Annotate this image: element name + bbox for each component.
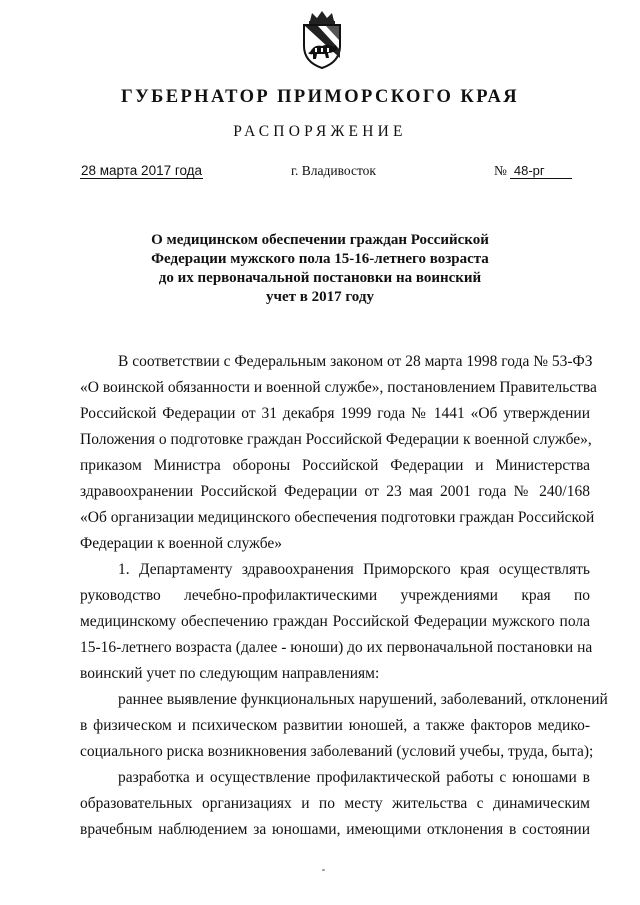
title-line: Федерации мужского пола 15-16-летнего возраста bbox=[151, 251, 489, 267]
document-body bbox=[80, 349, 608, 843]
body-line: Положения о подготовке граждан Российской Федерации к военной службе», bbox=[80, 431, 592, 448]
body-line: 1. Департаменту здравоохранения Приморского края осуществлять bbox=[118, 561, 590, 578]
body-line: воинский учет по следующим направлениям: bbox=[80, 665, 380, 682]
document-city: г. Владивосток bbox=[291, 163, 376, 178]
document-title bbox=[150, 231, 490, 307]
body-line: врачебным наблюдением за юношами, имеющими отклонения в состоянии bbox=[80, 821, 590, 838]
body-line: в физическом и психическом развитии юношей, а также факторов медико- bbox=[80, 717, 590, 734]
title-line: учет в 2017 году bbox=[266, 289, 374, 305]
scan-smudge bbox=[322, 869, 325, 871]
body-line: социального риска возникновения заболеваний (условий учебы, труда, быта); bbox=[80, 743, 594, 760]
body-line: образовательных организациях и по месту жительства с динамическим bbox=[80, 795, 590, 812]
body-line: «О воинской обязанности и военной службе», постановлением Правительства bbox=[80, 379, 597, 396]
title-line: О медицинском обеспечении граждан Российской bbox=[151, 232, 489, 248]
body-line: В соответствии с Федеральным законом от 28 марта 1998 года № 53-ФЗ bbox=[118, 353, 593, 370]
body-line: «Об организации медицинского обеспечения подготовки граждан Российской bbox=[80, 509, 595, 526]
body-line: медицинскому обеспечению граждан Российской Федерации мужского пола bbox=[80, 613, 590, 630]
body-line: здравоохранении Российской Федерации от 23 мая 2001 года № 240/168 bbox=[80, 483, 590, 500]
document-date: 28 марта 2017 года bbox=[81, 163, 203, 178]
body-line: Федерации к военной службе» bbox=[80, 535, 282, 552]
body-line: приказом Министра обороны Российской Федерации и Министерства bbox=[80, 457, 590, 474]
body-line: руководство лечебно-профилактическими учреждениями края по bbox=[80, 587, 590, 604]
title-line: до их первоначальной постановки на воинский bbox=[158, 270, 482, 286]
body-line: раннее выявление функциональных нарушений, заболеваний, отклонений bbox=[118, 691, 608, 708]
document-type: РАСПОРЯЖЕНИЕ bbox=[233, 123, 407, 140]
body-line: разработка и осуществление профилактической работы с юношами в bbox=[118, 769, 590, 786]
number-value: 48-рг bbox=[510, 163, 572, 179]
body-line: Российской Федерации от 31 декабря 1999 года № 1441 «Об утверждении bbox=[80, 405, 590, 422]
number-sign: № bbox=[494, 163, 507, 178]
document-number bbox=[494, 163, 572, 179]
organization-heading: ГУБЕРНАТОР ПРИМОРСКОГО КРАЯ bbox=[120, 87, 520, 107]
body-line: 15-16-летнего возраста (далее - юноши) до их первоначальной постановки на bbox=[80, 639, 593, 656]
coat-of-arms-icon bbox=[298, 10, 346, 70]
